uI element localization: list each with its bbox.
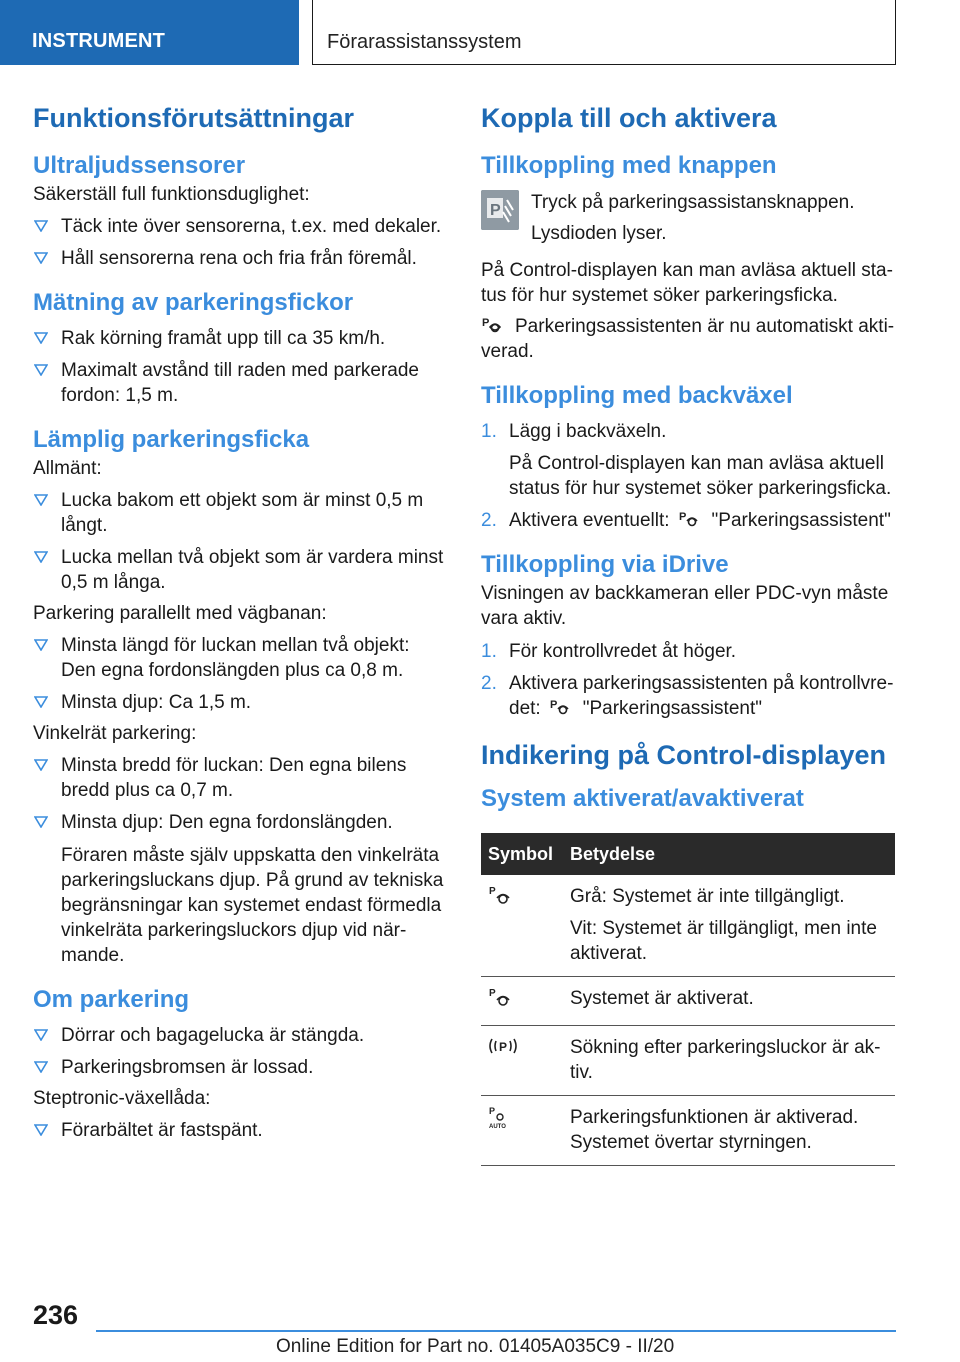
svg-text:P: P: [678, 511, 686, 523]
general-list: [33, 488, 445, 595]
svg-text:P: P: [549, 699, 558, 711]
svg-text:P: P: [499, 1040, 508, 1054]
chapter-tab: [312, 0, 896, 65]
display-indication-title: Indikering på Control-displayen: [481, 740, 887, 770]
list-item: Förarbältet är fastspänt.: [33, 1118, 445, 1143]
list-item: Minsta längd för luckan mellan två objekt: Den egna fordonslängden plus ca 0,8 m.: [33, 633, 445, 683]
parking-search-icon: [488, 1035, 518, 1057]
svg-text:AUTO: AUTO: [489, 1124, 506, 1130]
list-item: 2. Aktivera parkeringsassistenten på kontrollvredet: P "Parkeringsassistent": [481, 673, 894, 719]
perpendicular-label: Vinkelrät parkering:: [33, 723, 197, 744]
svg-text:P: P: [489, 1106, 496, 1116]
parking-auto-icon: [488, 1105, 514, 1131]
table-row: P Sökning efter parkeringsluckor är aktiv.: [481, 1026, 895, 1096]
suitable-space-heading: Lämplig parkeringsficka: [33, 426, 310, 453]
bullet-triangle-icon: [34, 816, 48, 828]
bullet-triangle-icon: [34, 639, 48, 651]
bullet-triangle-icon: [34, 364, 48, 376]
reverse-gear-heading: Tillkoppling med backväxel: [481, 382, 793, 409]
list-item: Dörrar och bagagelucka är stängda.: [33, 1023, 445, 1048]
table-header-row: [481, 833, 895, 875]
display-status-text: På Control-displayen kan man avläsa aktuell status för hur systemet söker parkeringsficka.: [481, 260, 893, 306]
table-row: P Systemet är aktiverat.: [481, 977, 895, 1026]
list-item: Parkeringsbromsen är lossad.: [33, 1055, 445, 1080]
ultrasound-intro: Säkerställ full funktionsduglighet:: [33, 184, 310, 205]
list-item: Lucka bakom ett objekt som är minst 0,5 m långt.: [33, 488, 445, 538]
svg-text:P: P: [489, 886, 496, 897]
parking-assist-button-icon: [481, 190, 519, 230]
list-item: Maximalt avstånd till raden med parkerade fordon: 1,5 m.: [33, 358, 445, 408]
list-item: Rak körning framåt upp till ca 35 km/h.: [33, 326, 445, 351]
table-row: P Grå: Systemet är inte tillgängligt. Vit: Systemet är tillgängligt, men inte aktiverat.: [481, 875, 895, 977]
parking-assist-icon: [678, 508, 704, 530]
idrive-heading: Tillkoppling via iDrive: [481, 551, 729, 578]
symbol-column-header: Symbol: [481, 833, 563, 875]
bullet-triangle-icon: [34, 1061, 48, 1073]
table-row: P AUTO Parkeringsfunktionen är aktiverad. Systemet övertar styrningen.: [481, 1096, 895, 1166]
parking-assist-icon: [549, 696, 575, 718]
bullet-triangle-icon: [34, 494, 48, 506]
parking-assist-icon: [488, 986, 514, 1008]
svg-text:P: P: [482, 317, 490, 329]
idrive-steps: [481, 639, 895, 721]
measurement-heading: Mätning av parkeringsfickor: [33, 289, 354, 316]
parking-assist-icon: [481, 314, 507, 336]
bullet-triangle-icon: [34, 759, 48, 771]
list-item: 1. Lägg i backväxeln. På Control-displayen kan man avläsa aktuell status för hur systemet söker parkeringsficka.: [481, 421, 892, 499]
bullet-triangle-icon: [34, 332, 48, 344]
button-activation-heading: Tillkoppling med knappen: [481, 152, 777, 179]
steptronic-list: [33, 1118, 445, 1143]
ultrasound-heading: Ultraljudssensorer: [33, 152, 246, 179]
bullet-triangle-icon: [34, 1124, 48, 1136]
general-label: Allmänt:: [33, 458, 102, 479]
bullet-triangle-icon: [34, 1029, 48, 1041]
section-label: INSTRUMENT: [32, 30, 166, 52]
button-instruction: [481, 190, 895, 250]
chapter-label: Förarassistanssystem: [327, 31, 522, 53]
list-item: Minsta bredd för luckan: Den egna bilens bredd plus ca 0,7 m.: [33, 753, 445, 803]
right-column: [481, 100, 895, 1166]
meaning-column-header: Betydelse: [563, 833, 895, 875]
steptronic-label: Steptronic-växellåda:: [33, 1088, 211, 1109]
list-item: Minsta djup: Den egna fordonslängden. Föraren måste själv uppskatta den vinkelräta parkeringsluckans djup. På grund av tekniska begränsningar kan systemet endast förmedla vinkelräta parkeringsluckors djup vid närmande.: [33, 810, 445, 968]
bullet-triangle-icon: [34, 220, 48, 232]
symbol-table: [481, 833, 895, 1166]
list-item: Täck inte över sensorerna, t.ex. med dekaler.: [33, 214, 445, 239]
parallel-label: Parkering parallellt med vägbanan:: [33, 603, 327, 624]
ultrasound-list: [33, 214, 445, 271]
list-item: 2. Aktivera eventuellt: P "Parkeringsassistent": [481, 510, 891, 531]
idrive-intro: Visningen av backkameran eller PDC-vyn måste vara aktiv.: [481, 583, 889, 629]
list-item: Håll sensorerna rena och fria från föremål.: [33, 246, 445, 271]
about-parking-heading: Om parkering: [33, 986, 190, 1013]
perpendicular-list: [33, 753, 445, 968]
left-column: [33, 100, 445, 1143]
right-title: Koppla till och aktivera: [481, 103, 777, 133]
section-tab: [0, 0, 299, 65]
led-text: Lysdioden lyser.: [531, 223, 667, 244]
list-item: 1. För kontrollvredet åt höger.: [481, 641, 737, 662]
status-subheading: System aktiverat/avaktiverat: [481, 785, 804, 812]
about-parking-list: [33, 1023, 445, 1080]
list-item: Minsta djup: Ca 1,5 m.: [33, 690, 445, 715]
reverse-steps: [481, 419, 895, 533]
left-title: Funktionsförutsättningar: [33, 103, 354, 133]
svg-text:P: P: [489, 988, 496, 999]
page-number: 236: [33, 1300, 79, 1330]
press-button-text: Tryck på parkeringsassistansknappen.: [531, 192, 855, 213]
depth-note: Föraren måste själv uppskatta den vinkelräta parkeringsluckans djup. På grund av tekniska begränsningar kan systemet endast förmedla vinkelräta parkeringsluckors djup vid närmande.: [61, 845, 444, 966]
edition-text: Online Edition for Part no. 01405A035C9 - II/20: [276, 1336, 675, 1357]
list-item: Lucka mellan två objekt som är vardera minst 0,5 m långa.: [33, 545, 445, 595]
auto-activated-note: P Parkeringsassistenten är nu automatiskt aktiverad.: [481, 316, 895, 362]
measurement-list: [33, 326, 445, 408]
bullet-triangle-icon: [34, 252, 48, 264]
bullet-triangle-icon: [34, 551, 48, 563]
bullet-triangle-icon: [34, 696, 48, 708]
svg-text:P: P: [490, 202, 501, 219]
parking-assist-icon: [488, 884, 514, 906]
parallel-list: [33, 633, 445, 715]
footer-divider: [96, 1330, 896, 1332]
